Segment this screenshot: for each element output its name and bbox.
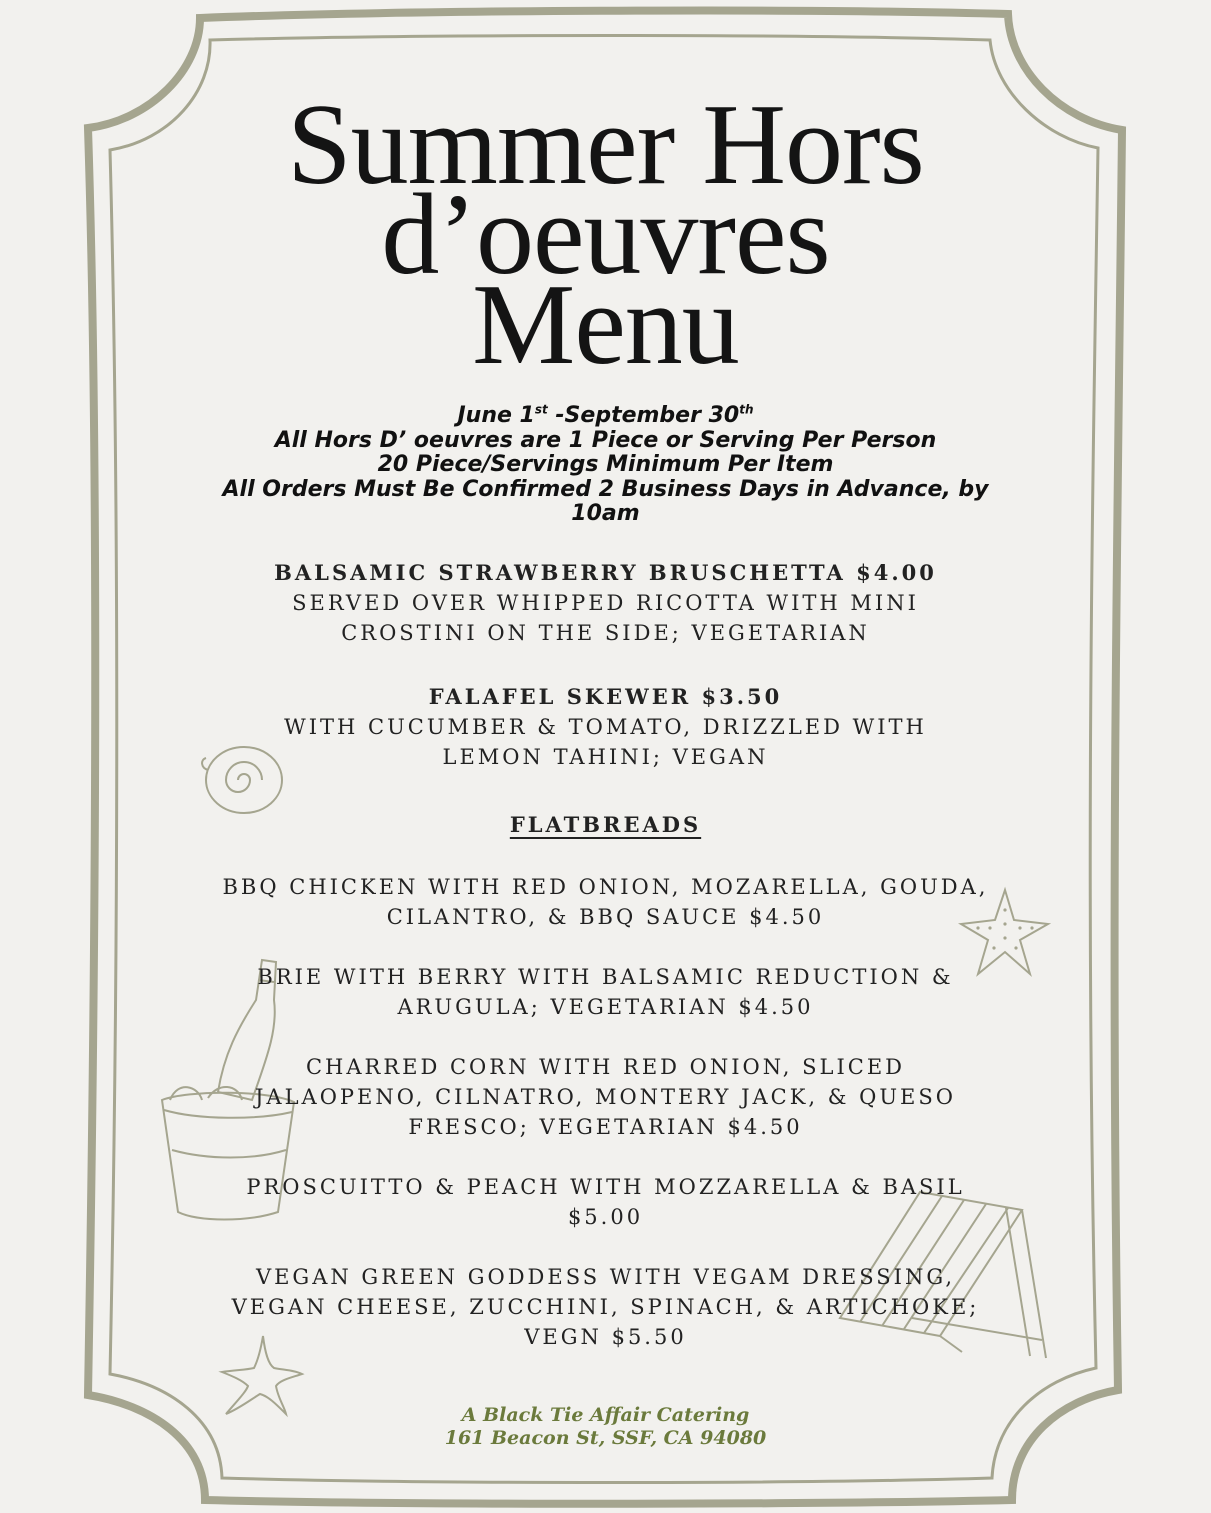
flatbread-description: BBQ CHICKEN WITH RED ONION, MOZARELLA, GOUDA, CILANTRO, & BBQ SAUCE $4.50 — [222, 875, 989, 929]
menu-item — [200, 682, 1011, 772]
date-range — [190, 404, 1021, 429]
flatbreads-heading: FLATBREADS — [509, 812, 702, 837]
company-name: A Black Tie Affair Catering — [461, 1404, 750, 1426]
menu-item-name: BALSAMIC STRAWBERRY BRUSCHETTA $4.00 — [274, 560, 937, 585]
title-line: d’oeuvres — [381, 171, 830, 299]
title-line: Menu — [472, 261, 739, 389]
flatbread-item — [200, 1262, 1011, 1352]
menu-item-description: SERVED OVER WHIPPED RICOTTA WITH MINI CROSTINI ON THE SIDE; VEGETARIAN — [292, 591, 919, 645]
flatbread-description: VEGAN GREEN GODDESS WITH VEGAM DRESSING, VEGAN CHEESE, ZUCCHINI, SPINACH, & ARTICHOKE; VEGN $5.50 — [231, 1265, 980, 1349]
date-start-suffix: st — [534, 402, 548, 417]
menu-item — [200, 558, 1011, 648]
flatbread-description: PROSCUITTO & PEACH WITH MOZZARELLA & BASIL $5.00 — [246, 1175, 965, 1229]
page-title — [0, 81, 1211, 389]
flatbread-description: CHARRED CORN WITH RED ONION, SLICED JALAOPENO, CILNATRO, MONTERY JACK, & QUESO FRESCO; VEGETARIAN $4.50 — [255, 1055, 956, 1139]
flatbread-item — [200, 1172, 1011, 1232]
menu-item-description: WITH CUCUMBER & TOMATO, DRIZZLED WITH LEMON TAHINI; VEGAN — [284, 715, 927, 769]
menu-item-name: FALAFEL SKEWER $3.50 — [428, 684, 783, 709]
intro-line: 20 Piece/Servings Minimum Per Item — [377, 452, 834, 477]
footer — [0, 1404, 1211, 1450]
menu-intro — [190, 404, 1021, 527]
date-end: -September 30 — [547, 403, 740, 428]
flatbread-item — [200, 1052, 1011, 1142]
title-line: Summer Hors — [287, 81, 924, 209]
company-address: 161 Beacon St, SSF, CA 94080 — [444, 1427, 767, 1449]
flatbread-item — [200, 962, 1011, 1022]
date-end-suffix: th — [739, 402, 754, 417]
intro-line: All Orders Must Be Confirmed 2 Business Days in Advance, by 10am — [222, 476, 989, 526]
flatbread-item — [200, 872, 1011, 932]
intro-line: All Hors D’ oeuvres are 1 Piece or Serving Per Person — [274, 427, 937, 453]
date-start: June 1 — [457, 403, 535, 428]
flatbread-description: BRIE WITH BERRY WITH BALSAMIC REDUCTION & ARUGULA; VEGETARIAN $4.50 — [257, 965, 954, 1019]
